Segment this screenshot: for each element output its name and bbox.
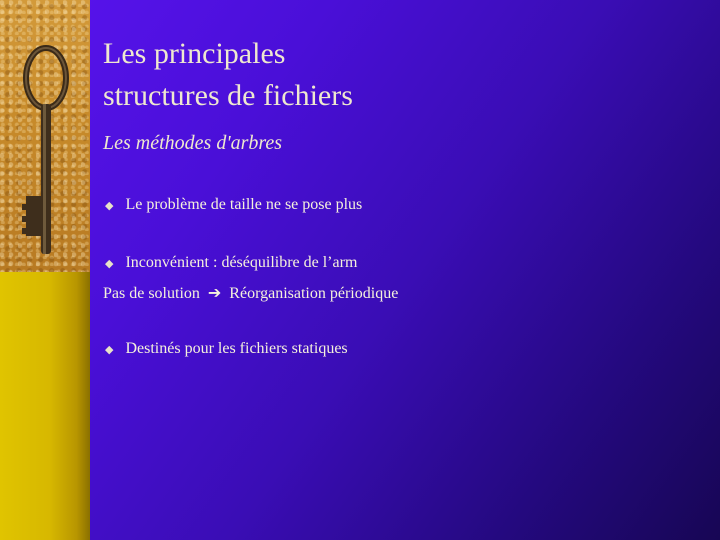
title-line-1: Les principales: [103, 37, 286, 70]
bullet-item-2: [105, 254, 357, 272]
bullet-text-3: Destinés pour les fichiers statiques: [125, 340, 348, 357]
key-photo: [0, 0, 90, 272]
solution-prefix: Pas de solution: [103, 285, 200, 302]
diamond-bullet-icon: ◆: [105, 343, 114, 356]
diamond-bullet-icon: ◆: [105, 257, 114, 270]
bullet-item-1: [105, 196, 362, 214]
arrow-right-icon: ➔: [207, 283, 222, 302]
bullet-text-1: Le problème de taille ne se pose plus: [125, 196, 363, 213]
bullet-item-3: [105, 340, 348, 358]
page-title: [103, 33, 353, 117]
bullet-text-2: Inconvénient : déséquilibre de l’arm: [125, 254, 358, 271]
title-line-2: structures de fichiers: [103, 79, 353, 112]
subtitle: Les méthodes d'arbres: [103, 132, 283, 154]
key-icon: [0, 0, 90, 272]
solution-suffix: Réorganisation périodique: [229, 285, 399, 302]
solution-line: [103, 283, 398, 303]
diamond-bullet-icon: ◆: [105, 199, 114, 212]
